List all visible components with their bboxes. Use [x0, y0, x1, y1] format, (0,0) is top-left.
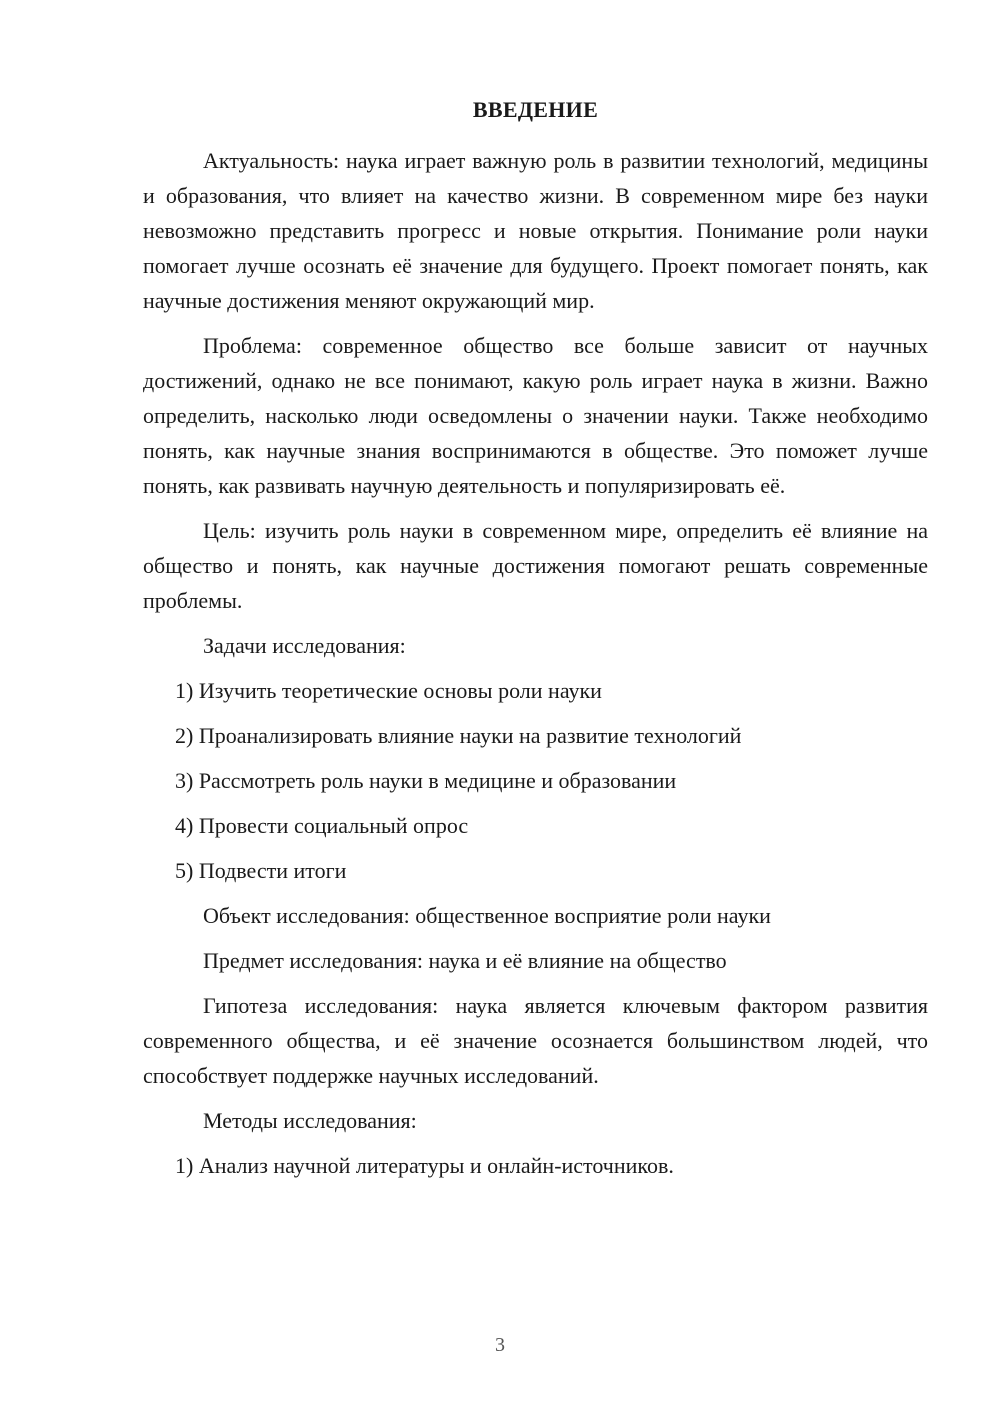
task-item: 2) Проанализировать влияние науки на развитие технологий	[175, 723, 742, 748]
research-object: Объект исследования: общественное восприятие роли науки	[203, 903, 771, 928]
tasks-title: Задачи исследования:	[203, 633, 406, 658]
document-page	[143, 95, 928, 1193]
goal-paragraph: Цель: изучить роль науки в современном мире, определить её влияние на общество и понять, как научные достижения помогают решать современные проблемы.	[143, 518, 928, 613]
task-item: 5) Подвести итоги	[175, 858, 347, 883]
relevance-paragraph: Актуальность: наука играет важную роль в развитии технологий, медицины и образования, что влияет на качество жизни. В современном мире без науки невозможно представить прогресс и новые открытия. Понимание роли науки помогает лучше осознать её значение для будущего. Проект помогает понять, как научные достижения меняют окружающий мир.	[143, 148, 928, 313]
methods-title: Методы исследования:	[203, 1108, 417, 1133]
section-heading: ВВЕДЕНИЕ	[472, 97, 599, 122]
problem-paragraph: Проблема: современное общество все больше зависит от научных достижений, однако не все понимают, какую роль играет наука в жизни. Важно определить, насколько люди осведомлены о значении науки. Также необходимо понять, как научные знания воспринимаются в обществе. Это поможет лучше понять, как развивать научную деятельность и популяризировать её.	[143, 333, 928, 498]
task-item: 4) Провести социальный опрос	[175, 813, 469, 838]
page-number: 3	[495, 1334, 505, 1356]
method-item: 1) Анализ научной литературы и онлайн-источников.	[175, 1153, 674, 1178]
task-item: 1) Изучить теоретические основы роли науки	[175, 678, 602, 703]
task-item: 3) Рассмотреть роль науки в медицине и образовании	[175, 768, 677, 793]
research-subject: Предмет исследования: наука и её влияние на общество	[203, 948, 727, 973]
hypothesis-paragraph: Гипотеза исследования: наука является ключевым фактором развития современного общества, и её значение осознается большинством людей, что способствует поддержке научных исследований.	[143, 993, 928, 1088]
